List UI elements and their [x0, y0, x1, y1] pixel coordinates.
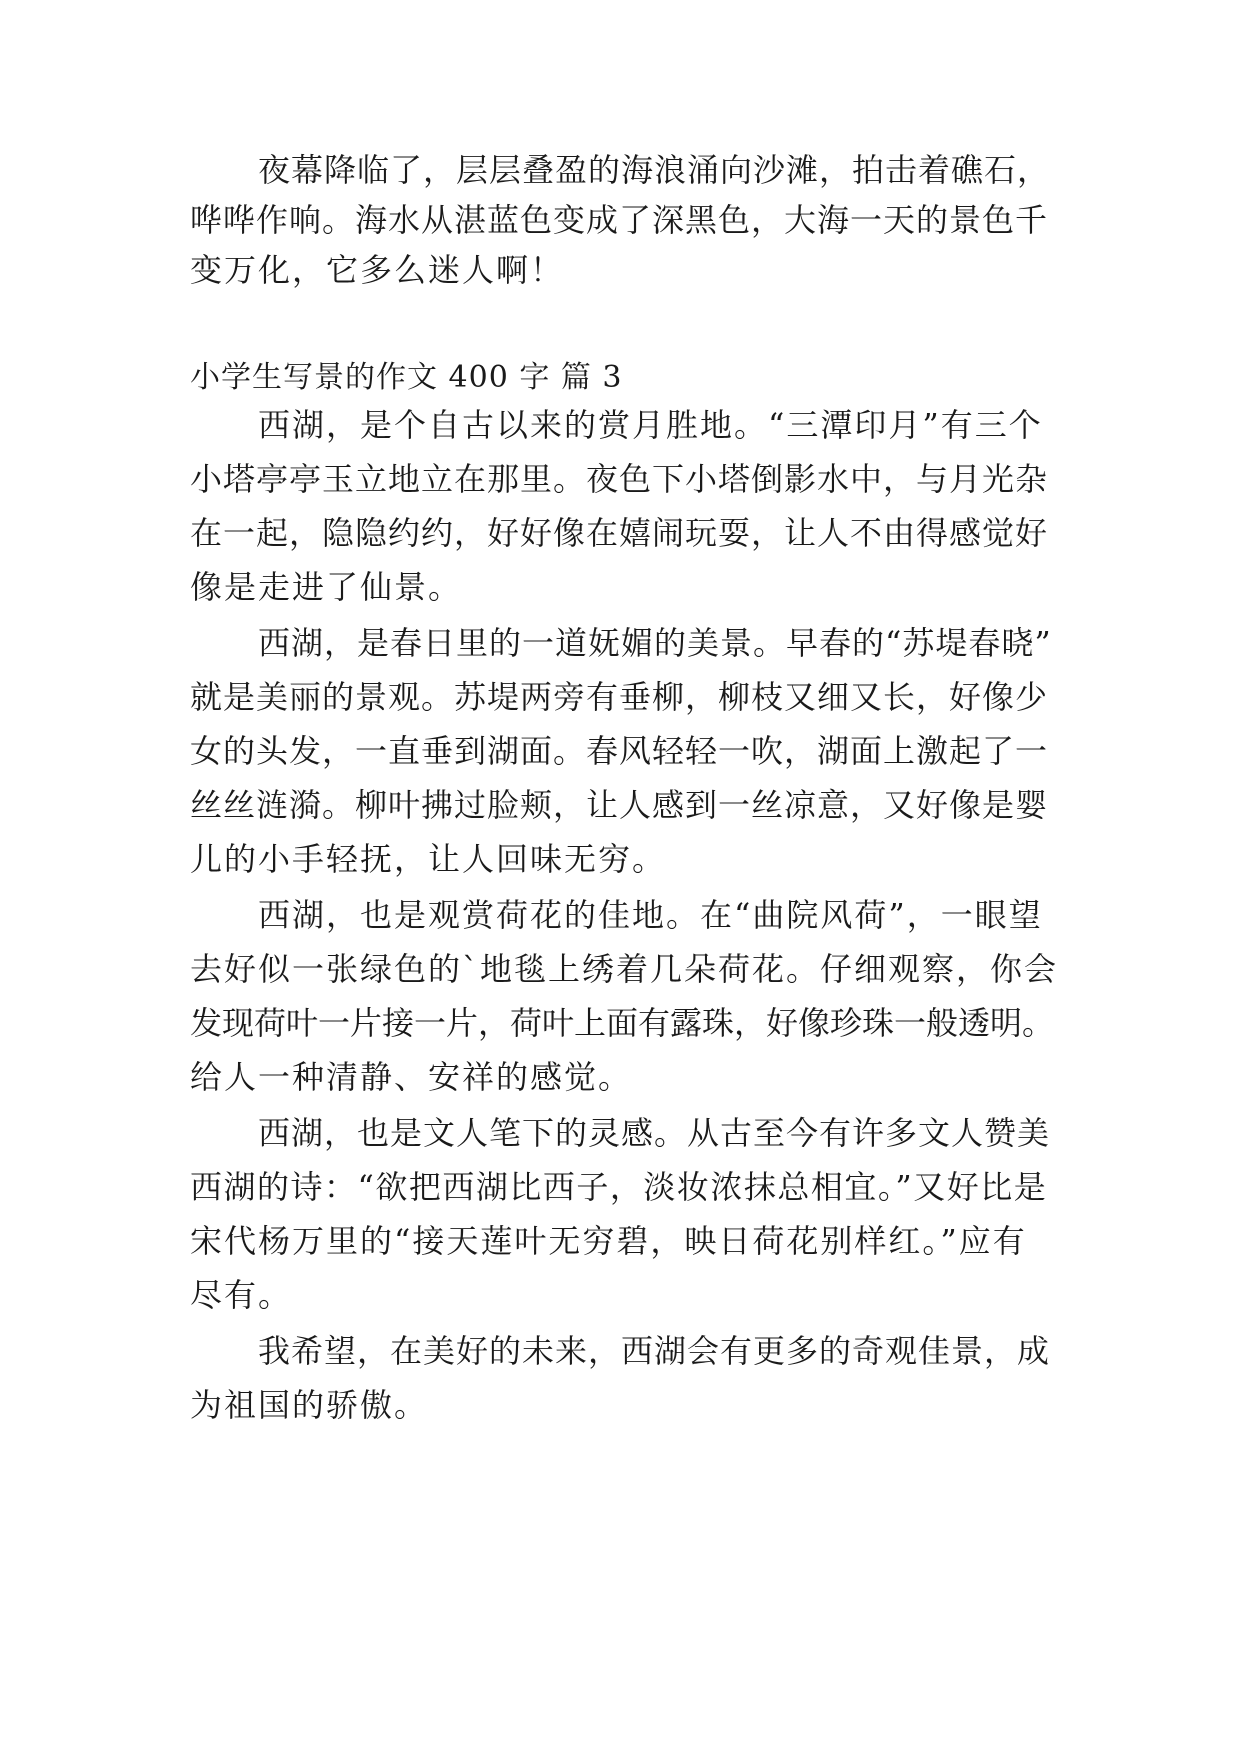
- text-line: 小塔亭亭玉立地立在那里。夜色下小塔倒影水中，与月光杂: [190, 460, 1049, 498]
- text-line: 宋代杨万里的“接天莲叶无穷碧，映日荷花别样红。”应有: [190, 1222, 1027, 1260]
- text-line: 女的头发，一直垂到湖面。春风轻轻一吹，湖面上激起了一: [190, 732, 1049, 770]
- text-line: 在一起，隐隐约约，好好像在嬉闹玩耍，让人不由得感觉好: [190, 514, 1049, 552]
- text-line: 西湖的诗：“欲把西湖比西子，淡妆浓抹总相宜。”又好比是: [190, 1168, 1048, 1206]
- text-line: 给人一种清静、安祥的感觉。: [190, 1058, 633, 1096]
- text-line: 发现荷叶一片接一片，荷叶上面有露珠，好像珍珠一般透明。: [190, 1004, 1055, 1042]
- text-line: 儿的小手轻抚，让人回味无穷。: [190, 840, 667, 878]
- text-line: 夜幕降临了，层层叠盈的海浪涌向沙滩，拍击着礁石，: [258, 151, 1051, 189]
- text-line: 去好似一张绿色的`地毯上绣着几朵荷花。仔细观察，你会: [190, 950, 1059, 988]
- text-line: 西湖，也是文人笔下的灵感。从古至今有许多文人赞美: [258, 1114, 1051, 1152]
- text-line: 为祖国的骄傲。: [190, 1386, 429, 1424]
- text-line: 我希望，在美好的未来，西湖会有更多的奇观佳景，成: [258, 1332, 1051, 1370]
- text-line: 西湖，是春日里的一道妩媚的美景。早春的“苏堤春晓”: [258, 624, 1052, 662]
- text-line: 哗哗作响。海水从湛蓝色变成了深黑色，大海一天的景色千: [190, 201, 1049, 239]
- text-line: 丝丝涟漪。柳叶拂过脸颊，让人感到一丝凉意，又好像是婴: [190, 786, 1049, 824]
- text-line: 西湖，是个自古以来的赏月胜地。“三潭印月”有三个: [258, 406, 1043, 444]
- text-line: 西湖，也是观赏荷花的佳地。在“曲院风荷”，一眼望: [258, 896, 1043, 934]
- text-line: 尽有。: [190, 1276, 293, 1314]
- text-line: 像是走进了仙景。: [190, 568, 463, 606]
- text-line: 变万化，它多么迷人啊！: [190, 251, 565, 289]
- text-line: 就是美丽的景观。苏堤两旁有垂柳，柳枝又细又长，好像少: [190, 678, 1049, 716]
- section-heading: 小学生写景的作文 400 字 篇 3: [190, 360, 623, 395]
